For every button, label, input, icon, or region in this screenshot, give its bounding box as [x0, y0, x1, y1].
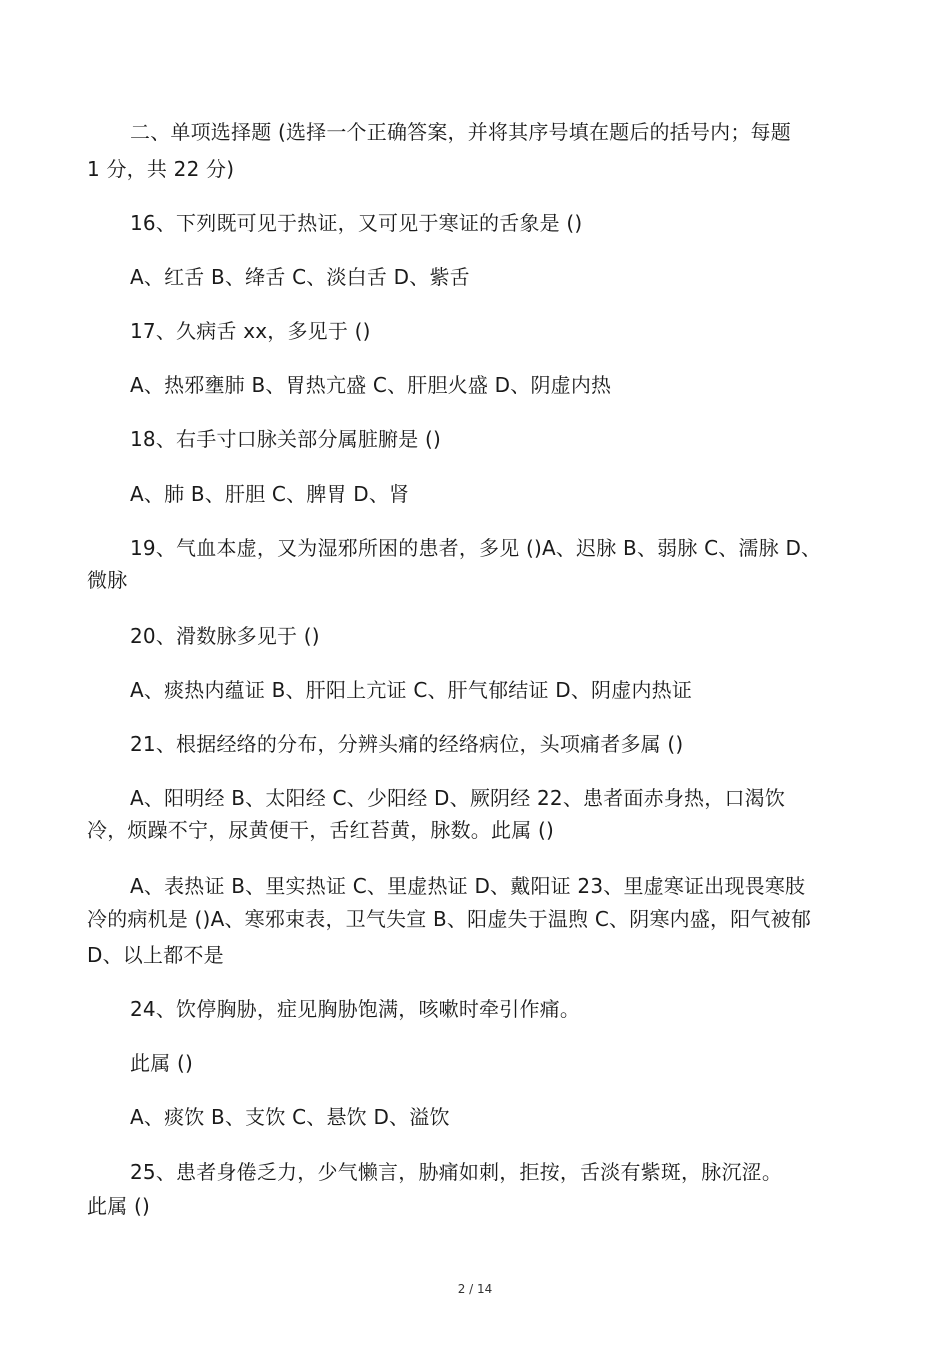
options-17: A、热邪壅肺 B、胃热亢盛 C、肝胆火盛 D、阴虚内热	[130, 373, 612, 397]
page-number: 2 / 14	[457, 1282, 493, 1296]
section-heading-cont: 1 分，共 22 分)	[87, 157, 235, 181]
question-22-cont: 冷，烦躁不宁，尿黄便干，舌红苔黄，脉数。此属 ()	[87, 818, 554, 842]
section-heading: 二、单项选择题 (选择一个正确答案，并将其序号填在题后的括号内；每题	[130, 120, 791, 144]
question-25: 25、患者身倦乏力，少气懒言，胁痛如刺，拒按，舌淡有紫斑，脉沉涩。	[130, 1160, 783, 1184]
question-16: 16、下列既可见于热证，又可见于寒证的舌象是 ()	[130, 211, 583, 235]
question-19: 19、气血本虚，又为湿邪所困的患者，多见 ()A、迟脉 B、弱脉 C、濡脉 D、	[130, 536, 822, 560]
options-20: A、痰热内蕴证 B、肝阳上亢证 C、肝气郁结证 D、阴虚内热证	[130, 678, 693, 702]
question-25-cont: 此属 ()	[87, 1194, 150, 1218]
options-23-end: D、以上都不是	[87, 943, 224, 967]
options-18: A、肺 B、肝胆 C、脾胃 D、肾	[130, 482, 410, 506]
options-21-question-22: A、阳明经 B、太阳经 C、少阳经 D、厥阴经 22、患者面赤身热，口渴饮	[130, 786, 786, 810]
question-17: 17、久病舌 xx，多见于 ()	[130, 319, 371, 343]
question-19-cont: 微脉	[87, 568, 128, 592]
options-16: A、红舌 B、绛舌 C、淡白舌 D、紫舌	[130, 265, 470, 289]
question-24-cont: 此属 ()	[130, 1051, 193, 1075]
options-22-question-23: A、表热证 B、里实热证 C、里虚热证 D、戴阳证 23、里虚寒证出现畏寒肢	[130, 874, 806, 898]
question-24: 24、饮停胸胁，症见胸胁饱满，咳嗽时牵引作痛。	[130, 997, 581, 1021]
question-20: 20、滑数脉多见于 ()	[130, 624, 320, 648]
question-23-cont: 冷的病机是 ()A、寒邪束表，卫气失宣 B、阳虚失于温煦 C、阴寒内盛，阳气被郁	[87, 907, 812, 931]
question-18: 18、右手寸口脉关部分属脏腑是 ()	[130, 427, 442, 451]
options-24: A、痰饮 B、支饮 C、悬饮 D、溢饮	[130, 1105, 450, 1129]
question-21: 21、根据经络的分布，分辨头痛的经络病位，头项痛者多属 ()	[130, 732, 684, 756]
